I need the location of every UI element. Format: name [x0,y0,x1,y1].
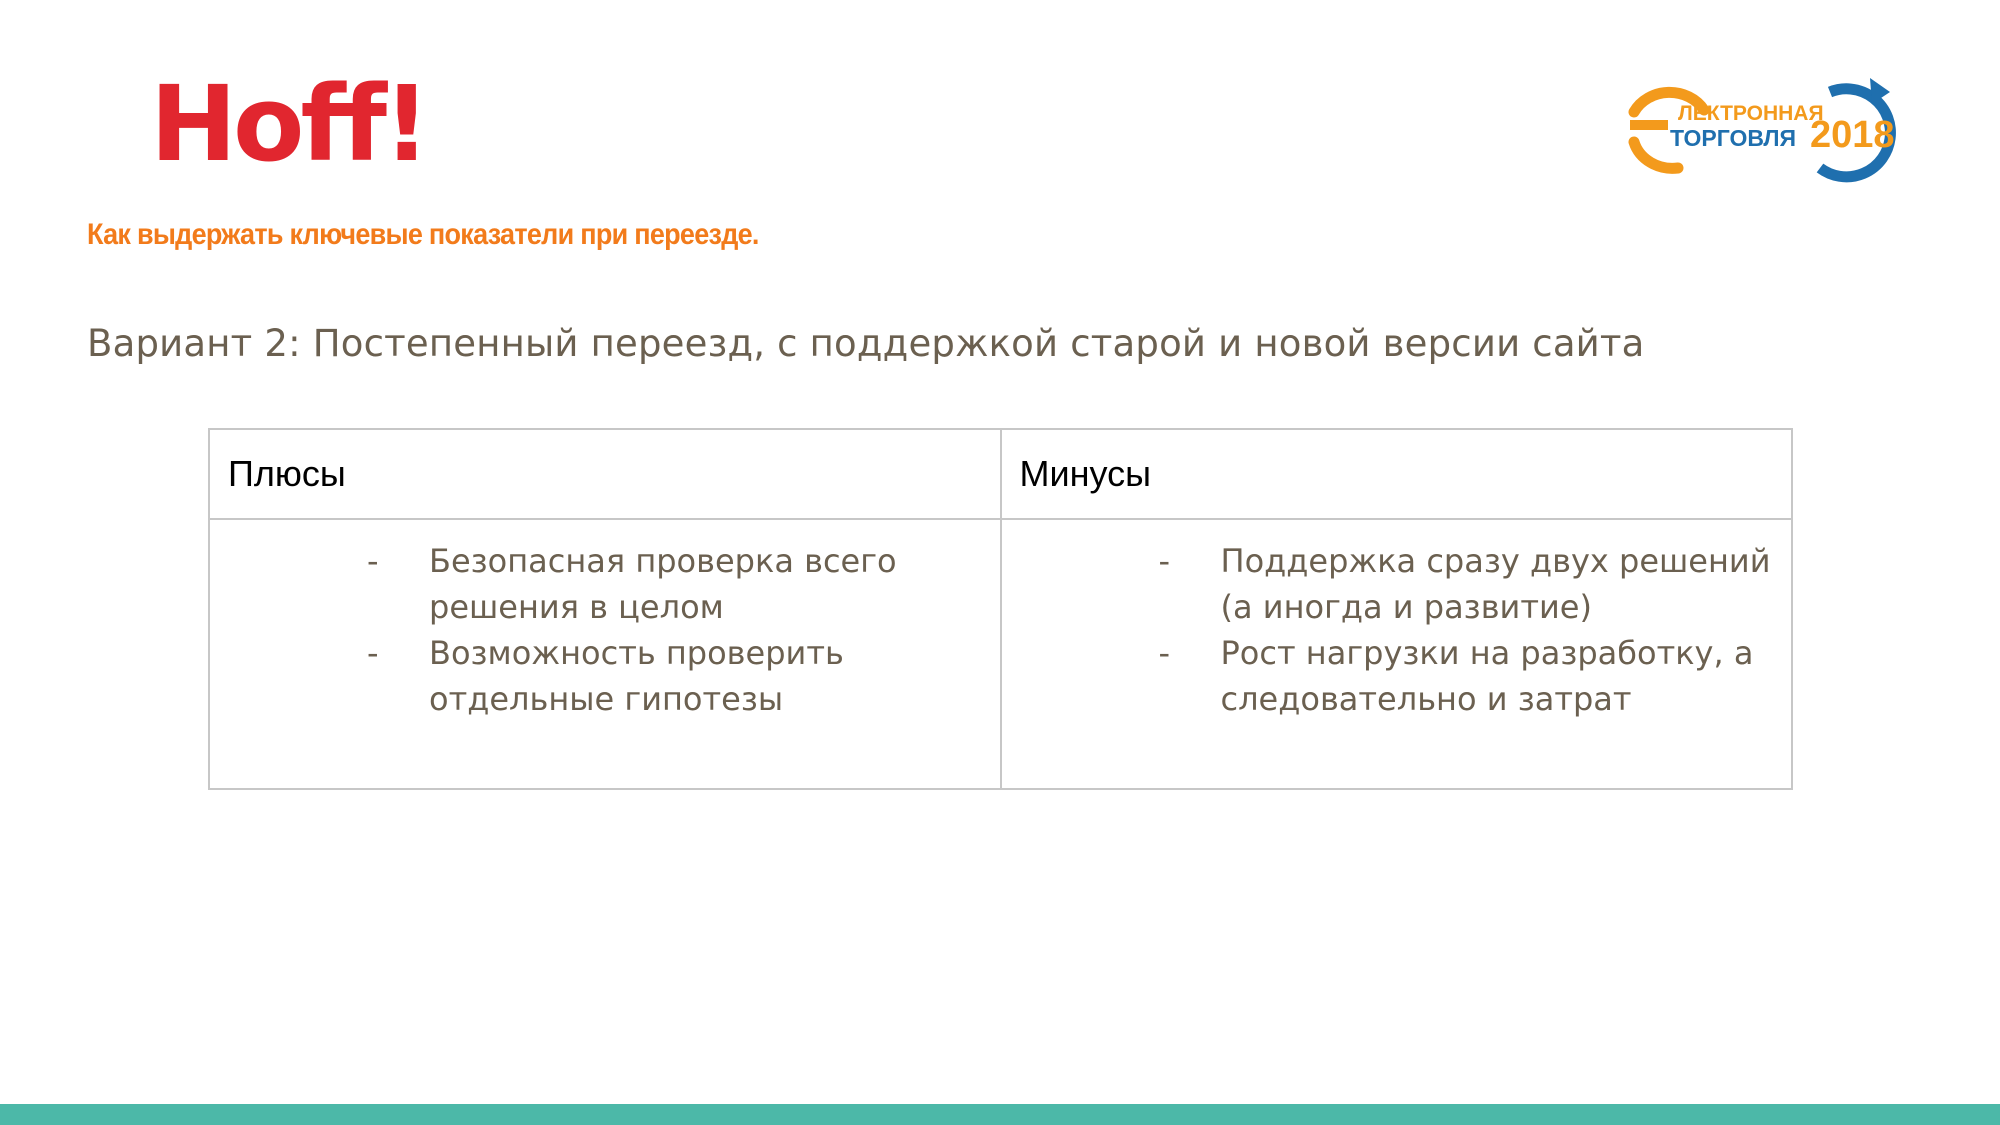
svg-text:ЛЕКТРОННАЯ: ЛЕКТРОННАЯ [1678,102,1824,125]
pros-cell [209,519,1001,789]
list-item [1002,538,1792,630]
list-item [210,630,1000,722]
svg-text:ТОРГОВЛЯ: ТОРГОВЛЯ [1670,125,1797,151]
bullet-dash: - [1158,542,1171,580]
slide-subtitle: Вариант 2: Постепенный переезд, с поддержкой старой и новой версии сайта [87,322,1645,365]
table-row [209,519,1792,789]
list-item [210,538,1000,630]
cons-cell [1001,519,1793,789]
pros-item-text: Возможность проверить отдельные гипотезы [429,634,844,718]
bullet-dash: - [367,634,379,672]
bottom-accent-bar [0,1104,2000,1125]
slide-headline: Как выдержать ключевые показатели при переезде. [87,218,759,251]
cons-item-text: Поддержка сразу двух решений (а иногда и развитие) [1220,542,1771,626]
pros-list [210,520,1000,722]
cons-list [1002,520,1792,722]
event-logo-graphic [1620,70,1920,185]
cons-header: Минусы [1001,429,1793,519]
hoff-logo: Hoff! [150,63,427,185]
list-item [1002,630,1792,722]
pros-header: Плюсы [209,429,1001,519]
svg-text:2018: 2018 [1810,114,1895,156]
cons-item-text: Рост нагрузки на разработку, а следовательно и затрат [1220,634,1754,718]
bullet-dash: - [367,542,379,580]
table-header-row [209,429,1792,519]
pros-item-text: Безопасная проверка всего решения в целом [429,542,897,626]
pros-cons-table [208,428,1793,790]
event-logo [1620,70,1920,185]
bullet-dash: - [1158,634,1171,672]
